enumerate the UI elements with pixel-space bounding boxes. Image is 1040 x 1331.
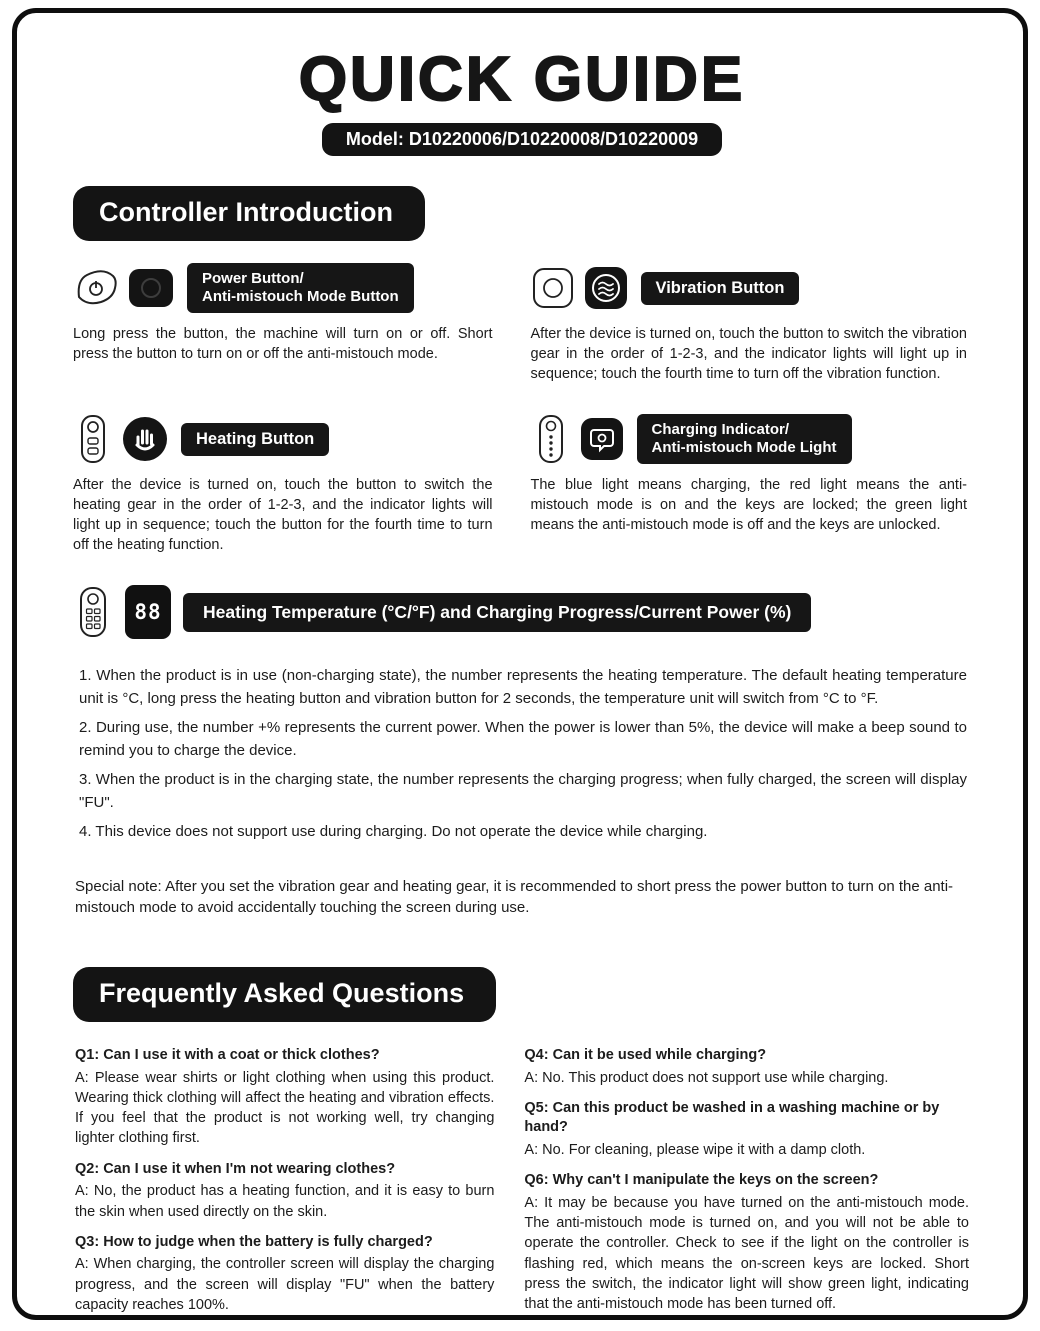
note-2: 2. During use, the number +% represents the current power. When the power is lower than 5%, the device will make a beep sound to remind you to charge the device. [79, 719, 967, 759]
segment-display-icon: 88 [125, 585, 171, 639]
heating-device-icon [73, 414, 113, 464]
charging-indicator-label-line2: Anti-mistouch Mode Light [651, 439, 837, 456]
page-title: QUICK GUIDE [298, 45, 746, 114]
faq-a6: A: It may be because you have turned on the anti-mistouch mode. The anti-mistouch mode is turned on, and you will not be able to operate the controller. Check to see if the light on the controller is flashing red, which means the on-screen keys are locked. Short press the switch, the indicator light will show green light, indicating that the anti-mistouch mode has been turned off. [524, 1194, 969, 1313]
note-1: 1. When the product is in use (non-charging state), the number represents the heating temperature. The default heating temperature unit is °C, long press the heating button and vibration button for 2 seconds, the temperature unit will switch from °C to °F. [79, 667, 967, 707]
note-3: 3. When the product is in the charging state, the number represents the charging progress; when fully charged, the screen will display "FU". [79, 771, 967, 811]
model-badge: Model: D10220006/D10220008/D10220009 [322, 123, 722, 156]
heating-item-head [73, 412, 497, 466]
temperature-banner-row [73, 585, 971, 639]
charging-device-icon [531, 414, 571, 464]
faq-q5: Q5: Can this product be washed in a washing machine or by hand? [524, 1099, 940, 1136]
vibration-waves-icon [584, 266, 628, 310]
faq-q3: Q3: How to judge when the battery is fully charged? [75, 1233, 433, 1250]
page-frame [12, 8, 1028, 1320]
indicator-light-icon [580, 417, 624, 461]
controller-item-vibration [531, 261, 971, 384]
power-key-icon [128, 268, 174, 308]
controller-item-power [73, 261, 497, 384]
temperature-notes [79, 665, 967, 844]
power-item-head [73, 261, 497, 315]
display-device-icon [73, 586, 113, 638]
vibration-device-icon [531, 264, 575, 312]
power-button-label-line2: Anti-mistouch Mode Button [202, 288, 399, 305]
power-button-label-line1: Power Button/ [202, 270, 304, 287]
faq-a4: A: No. This product does not support use while charging. [524, 1069, 889, 1086]
vibration-button-description: After the device is turned on, touch the button to switch the vibration gear in the order of 1-2-3, and the indicator lights will light up in sequence; touch the fourth time to turn off the vibration function. [530, 326, 967, 382]
faq-q2: Q2: Can I use it when I'm not wearing clothes? [75, 1160, 396, 1177]
heating-button-label: Heating Button [181, 423, 329, 456]
power-button-label [187, 263, 414, 313]
controller-item-charging [531, 412, 971, 555]
faq-column-right [524, 1046, 969, 1315]
faq-q4: Q4: Can it be used while charging? [524, 1047, 767, 1063]
faq-a5: A: No. For cleaning, please wipe it with a damp cloth. [524, 1141, 866, 1158]
power-button-description: Long press the button, the machine will turn on or off. Short press the button to turn on or off the anti-mistouch mode. [73, 326, 493, 362]
faq-q1: Q1: Can I use it with a coat or thick clothes? [75, 1047, 380, 1063]
faq-a2: A: No, the product has a heating function, and it is easy to burn the skin when used directly on the skin. [75, 1183, 495, 1220]
faq-q6: Q6: Why can't I manipulate the keys on the screen? [524, 1172, 879, 1189]
vibration-item-head [531, 261, 971, 315]
charging-indicator-label-line1: Charging Indicator/ [651, 421, 790, 438]
special-note: Special note: After you set the vibration gear and heating gear, it is recommended to short press the power button to turn on the anti-mistouch mode to avoid accidentally touching the screen during use. [75, 877, 954, 917]
section-heading-controller-introduction: Controller Introduction [73, 186, 425, 241]
note-4: 4. This device does not support use during charging. Do not operate the device while charging. [79, 823, 708, 840]
section-heading-faq: Frequently Asked Questions [73, 967, 496, 1022]
heating-button-description: After the device is turned on, touch the button to switch the heating gear in the order of 1-2-3, and the indicator lights will light up in sequence; touch the button for the fourth time to turn off the heating function. [73, 477, 493, 553]
power-device-icon [73, 268, 119, 308]
charging-indicator-description: The blue light means charging, the red light means the anti-mistouch mode is on and the keys are locked; the green light means the anti-mistouch mode is off and the keys are unlocked. [530, 477, 967, 533]
charging-indicator-label [637, 414, 852, 464]
faq-grid [73, 1046, 971, 1315]
faq-section [73, 967, 971, 1022]
document-header [73, 45, 971, 156]
faq-column-left [75, 1046, 494, 1315]
hand-touch-icon [122, 416, 168, 462]
faq-a3: A: When charging, the controller screen will display the charging progress, and the screen will display "FU" when the battery capacity reaches 100%. [75, 1256, 495, 1314]
controller-intro-grid [73, 261, 971, 639]
vibration-button-label: Vibration Button [641, 272, 800, 305]
controller-item-heating [73, 412, 497, 555]
temperature-banner-label: Heating Temperature (°C/°F) and Charging Progress/Current Power (%) [183, 593, 811, 632]
charging-item-head [531, 412, 971, 466]
faq-a1: A: Please wear shirts or light clothing when using this product. Wearing thick clothing will affect the heating and vibration effects. If you feel that the product is not working well, try changing lighter clothing first. [75, 1069, 495, 1147]
